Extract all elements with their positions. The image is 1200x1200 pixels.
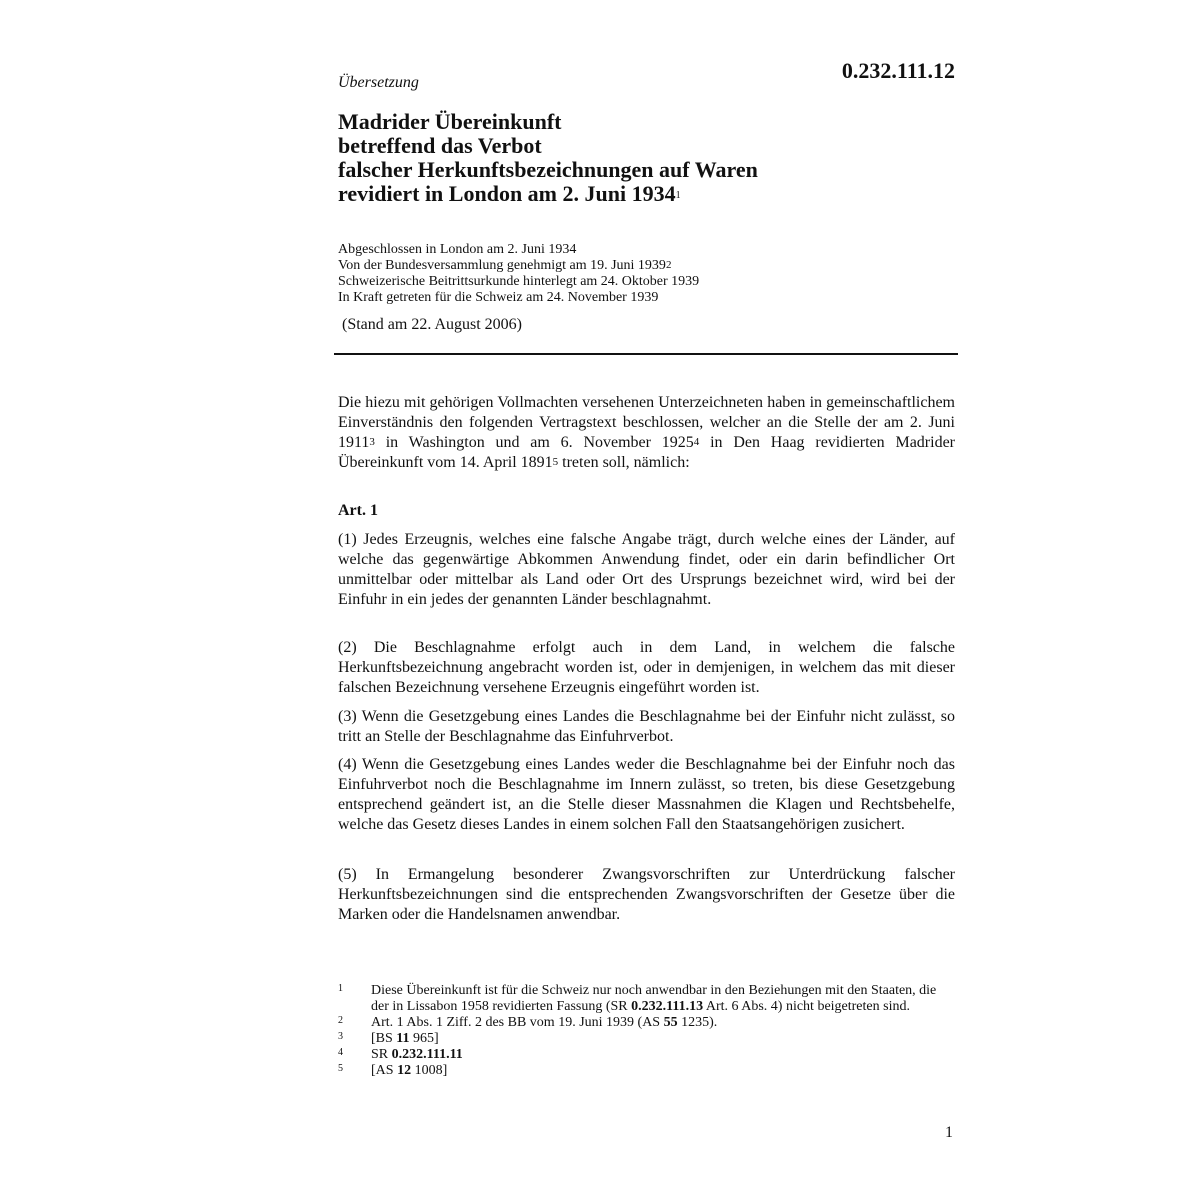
meta-deposited: Schweizerische Beitrittsurkunde hinterlegt am 24. Oktober 1939 — [338, 274, 700, 289]
footnote-bold-ref[interactable]: 0.232.111.13 — [631, 999, 704, 1014]
footnote-1 — [338, 983, 948, 1015]
title-line-2: betreffend das Verbot — [338, 133, 542, 158]
article-paragraph-3: (3) Wenn die Gesetzgebung eines Landes die Beschlagnahme bei der Einfuhr nicht zulässt, so tritt an Stelle der Beschlagnahme das Einfuhrverbot. — [338, 708, 955, 745]
footnote-text-part: [AS — [371, 1063, 398, 1078]
footnote-4 — [338, 1047, 948, 1063]
footnote-text-part: SR — [371, 1047, 392, 1062]
footnote-number: 3 — [338, 1031, 343, 1042]
footnote-text-part: 965] — [409, 1031, 439, 1046]
preamble-paragraph — [338, 393, 955, 473]
meta-approved-line — [338, 258, 699, 274]
footnote-number: 4 — [338, 1047, 343, 1058]
meta-in-force: In Kraft getreten für die Schweiz am 24. November 1939 — [338, 290, 659, 305]
article-paragraph-4: (4) Wenn die Gesetzgebung eines Landes weder die Beschlagnahme bei der Einfuhr noch das Einfuhrverbot noch die Beschlagnahme im Innern zulässt, so treten, bis diese Gesetzgebung entsprechend geändert ist, an die Stelle dieser Massnahmen die Klagen und Rechtsbehelfe, welche das Gesetz dieses Landes in einem solchen Fall den Staatsangehörigen zusichert. — [338, 756, 955, 833]
article-paragraph-2: (2) Die Beschlagnahme erfolgt auch in dem Land, in welchem die falsche Herkunftsbezeichnung angebracht worden ist, oder in demjenigen, in welchem das mit dieser falschen Bezeichnung versehene Erzeugnis eingeführt worden ist. — [338, 639, 955, 696]
footnote-ref-3[interactable]: 3 — [369, 436, 375, 448]
preamble-part-2: in Washington und am 6. November 1925 — [374, 434, 694, 451]
meta-approved: Von der Bundesversammlung genehmigt am 19. Juni 1939 — [338, 258, 666, 273]
footnote-ref-5[interactable]: 5 — [552, 456, 559, 468]
article-paragraph-5: (5) In Ermangelung besonderer Zwangsvorschriften zur Unterdrückung falscher Herkunftsbezeichnungen sind die entsprechenden Zwangsvorschriften der Gesetze über die Marken oder die Handelsnamen anwendbar. — [338, 866, 955, 923]
footnote-number: 1 — [338, 983, 343, 994]
footnote-text-part: [BS — [371, 1031, 397, 1046]
status-date: (Stand am 22. August 2006) — [342, 316, 522, 333]
title-line-4 — [338, 182, 758, 206]
preamble-part-4: treten soll, nämlich: — [558, 454, 690, 471]
document-metadata — [338, 242, 699, 306]
title-line-4-text: revidiert in London am 2. Juni 1934 — [338, 181, 676, 206]
header-divider — [334, 353, 958, 355]
footnote-bold-ref[interactable]: 0.232.111.11 — [391, 1047, 463, 1062]
translation-label: Übersetzung — [338, 74, 419, 91]
footnote-number: 5 — [338, 1063, 343, 1074]
footnote-ref-4[interactable]: 4 — [693, 436, 700, 448]
preamble-part-1: Die hiezu mit gehörigen Vollmachten versehenen Unterzeichneten haben in gemeinschaftlichem Einverständnis den folgenden Vertragstext beschlossen, welcher an die Stelle der am 2. Juni 1911 — [338, 394, 955, 451]
page-number: 1 — [945, 1124, 953, 1141]
sr-number: 0.232.111.12 — [841, 58, 955, 83]
footnote-text — [371, 1063, 948, 1079]
footnote-text — [371, 1015, 948, 1031]
title-line-3: falscher Herkunftsbezeichnungen auf Waren — [338, 157, 758, 182]
article-paragraph-1: (1) Jedes Erzeugnis, welches eine falsche Angabe trägt, durch welche eines der Länder, auf welche das gegenwärtige Abkommen Anwendung findet, oder ein darin befindlicher Ort unmittelbar oder mittelbar als Land oder Ort des Ursprungs bezeichnet wird, wird bei der Einfuhr in ein jedes der genannten Länder beschlagnahmt. — [338, 531, 955, 608]
footnote-3 — [338, 1031, 948, 1047]
footnote-text — [371, 983, 948, 1015]
document-title — [338, 110, 758, 206]
footnote-number: 2 — [338, 1015, 343, 1026]
footnote-ref-1[interactable]: 1 — [675, 190, 681, 201]
preamble-part-3: in Den Haag revidierten Madrider Übereinkunft vom 14. April 1891 — [338, 434, 955, 471]
footnote-text-part: 1235). — [677, 1015, 718, 1030]
footnote-2 — [338, 1015, 948, 1031]
footnote-text — [371, 1047, 948, 1063]
article-heading: Art. 1 — [338, 502, 378, 519]
footnote-bold-ref: 55 — [663, 1015, 678, 1030]
footnote-text-part: 1008] — [411, 1063, 448, 1078]
footnote-bold-ref: 12 — [397, 1063, 412, 1078]
footnote-text-part: Diese Übereinkunft ist für die Schweiz nur noch anwendbar in den Beziehungen mit den Staaten, die der in Lissabon 1958 revidierten Fassung (SR — [371, 983, 937, 1014]
footnote-bold-ref: 11 — [396, 1031, 410, 1046]
footnote-text-part: Art. 6 Abs. 4) nicht beigetreten sind. — [703, 999, 910, 1014]
footnote-ref-2[interactable]: 2 — [665, 259, 672, 271]
meta-concluded: Abgeschlossen in London am 2. Juni 1934 — [338, 242, 577, 257]
title-line-1: Madrider Übereinkunft — [338, 109, 562, 134]
footnote-text — [371, 1031, 948, 1047]
footnote-text-part: Art. 1 Abs. 1 Ziff. 2 des BB vom 19. Juni 1939 (AS — [371, 1015, 664, 1030]
footnote-5 — [338, 1063, 948, 1079]
footnotes — [338, 983, 948, 1079]
